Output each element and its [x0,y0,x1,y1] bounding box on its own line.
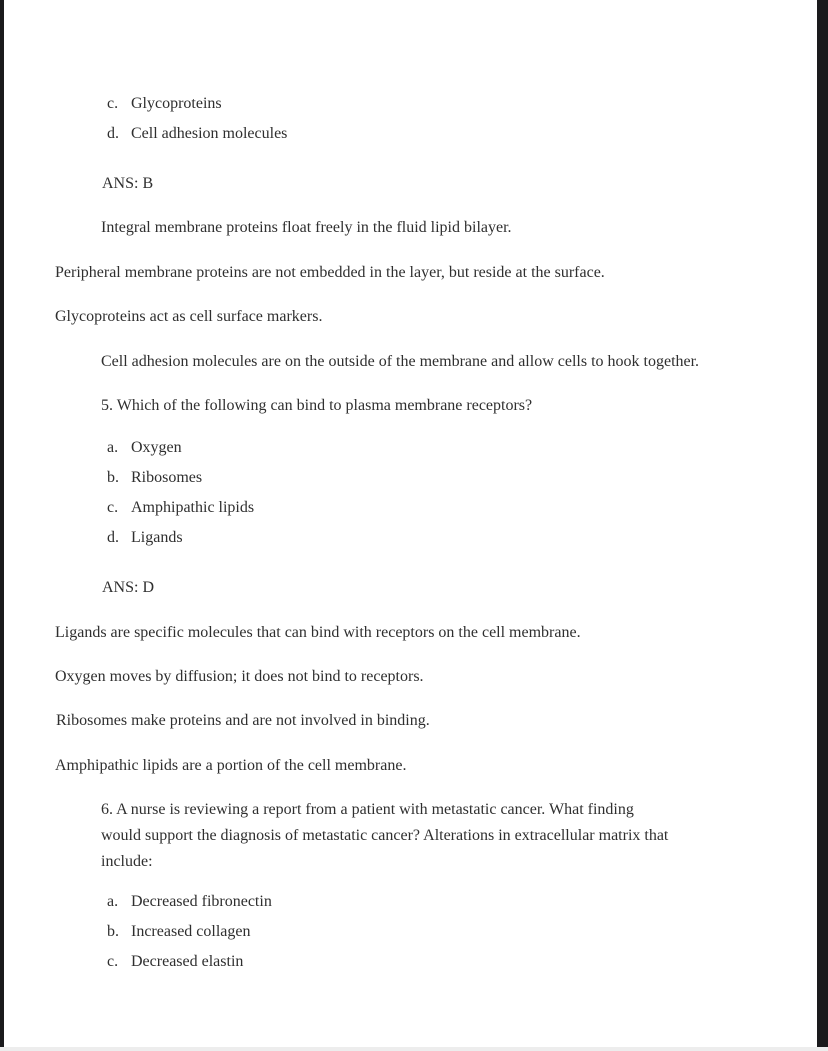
rationale-line: Integral membrane proteins float freely in the fluid lipid bilayer. [101,219,512,236]
viewer-left-frame [0,0,4,1051]
option-label: Ribosomes [131,469,203,486]
rationale-line: Ribosomes make proteins and are not involved in binding. [56,712,430,729]
answer-line: ANS: B [102,175,154,192]
option-label: Cell adhesion molecules [131,125,288,142]
question-text: 5. Which of the following can bind to plasma membrane receptors? [101,397,533,414]
answer-line: ANS: D [102,579,155,596]
option-marker: c. [107,499,119,516]
option-marker: d. [107,529,119,546]
option-marker: c. [107,95,119,112]
option-label: Glycoproteins [131,95,222,112]
question-line: would support the diagnosis of metastatic cancer? Alterations in extracellular matrix that [101,827,669,844]
option-marker: b. [107,923,119,940]
option-row [107,468,202,488]
option-label: Ligands [131,529,183,546]
option-label: Oxygen [131,439,182,456]
option-marker: a. [107,893,119,910]
option-row [107,952,243,972]
option-label: Amphipathic lipids [131,499,255,516]
question-line: include: [101,853,153,870]
rationale-line: Amphipathic lipids are a portion of the cell membrane. [55,757,407,774]
option-row [107,922,250,942]
rationale-line: Glycoproteins act as cell surface markers. [55,308,323,325]
option-row [107,498,254,518]
option-marker: d. [107,125,119,142]
option-row [107,124,287,144]
option-label: Decreased fibronectin [131,893,272,910]
option-marker: b. [107,469,119,486]
option-label: Decreased elastin [131,953,244,970]
option-row [107,892,272,912]
option-row [107,94,222,114]
rationale-line: Ligands are specific molecules that can bind with receptors on the cell membrane. [55,624,581,641]
option-marker: a. [107,439,119,456]
option-marker: c. [107,953,119,970]
rationale-line: Cell adhesion molecules are on the outside of the membrane and allow cells to hook together. [101,353,700,370]
viewer-right-frame [817,0,828,1051]
question-text [101,797,668,875]
rationale-line: Oxygen moves by diffusion; it does not bind to receptors. [55,668,424,685]
option-label: Increased collagen [131,923,251,940]
option-row [107,528,183,548]
rationale-line: Peripheral membrane proteins are not embedded in the layer, but reside at the surface. [55,264,605,281]
viewer-bottom-strip [0,1047,828,1051]
question-line: 6. A nurse is reviewing a report from a patient with metastatic cancer. What finding [101,801,634,818]
option-row [107,438,182,458]
